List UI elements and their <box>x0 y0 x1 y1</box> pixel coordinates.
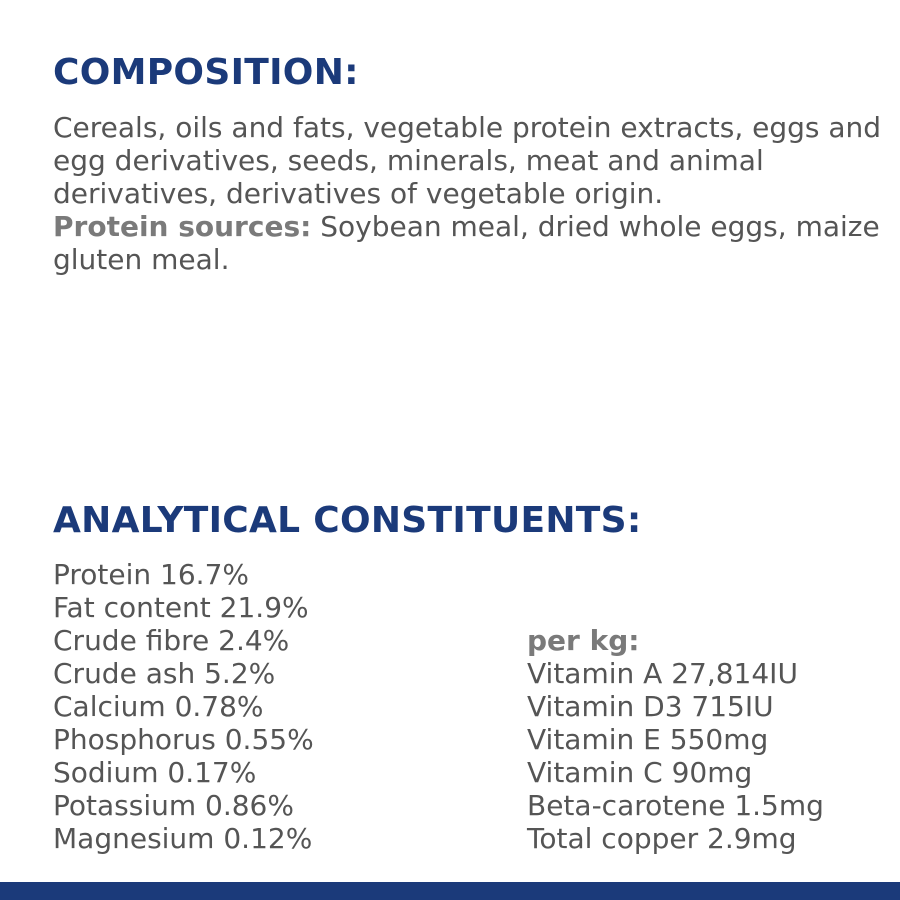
vitamin-item: Vitamin E 550mg <box>527 723 769 756</box>
constituent-item: Magnesium 0.12% <box>53 822 313 855</box>
constituent-item: Potassium 0.86% <box>53 789 294 822</box>
constituent-item: Crude fibre 2.4% <box>53 624 290 657</box>
vitamin-item: Vitamin D3 715IU <box>527 690 774 723</box>
protein-sources-text: Soybean meal, dried whole eggs, maize gluten meal. <box>53 210 880 276</box>
constituent-item: Fat content 21.9% <box>53 591 309 624</box>
constituent-item: Phosphorus 0.55% <box>53 723 314 756</box>
constituent-item: Crude ash 5.2% <box>53 657 276 690</box>
per-kg-label: per kg: <box>527 624 640 657</box>
vitamin-item: Vitamin C 90mg <box>527 756 753 789</box>
composition-heading: COMPOSITION: <box>53 52 359 93</box>
bottom-bar <box>0 882 900 900</box>
analytical-constituents-heading: ANALYTICAL CONSTITUENTS: <box>53 500 642 541</box>
constituent-item: Calcium 0.78% <box>53 690 264 723</box>
constituent-item: Sodium 0.17% <box>53 756 257 789</box>
vitamin-item: Beta-carotene 1.5mg <box>527 789 824 822</box>
composition-ingredients: Cereals, oils and fats, vegetable protein extracts, eggs and egg derivatives, seeds, minerals, meat and animal derivatives, derivatives of vegetable origin. <box>53 111 882 210</box>
protein-sources-label: Protein sources: <box>53 210 312 243</box>
vitamins-list <box>527 624 824 855</box>
vitamin-item: Vitamin A 27,814IU <box>527 657 798 690</box>
vitamin-item: Total copper 2.9mg <box>527 822 797 855</box>
constituent-item: Protein 16.7% <box>53 558 249 591</box>
composition-text <box>53 111 883 276</box>
constituents-list <box>53 558 314 855</box>
